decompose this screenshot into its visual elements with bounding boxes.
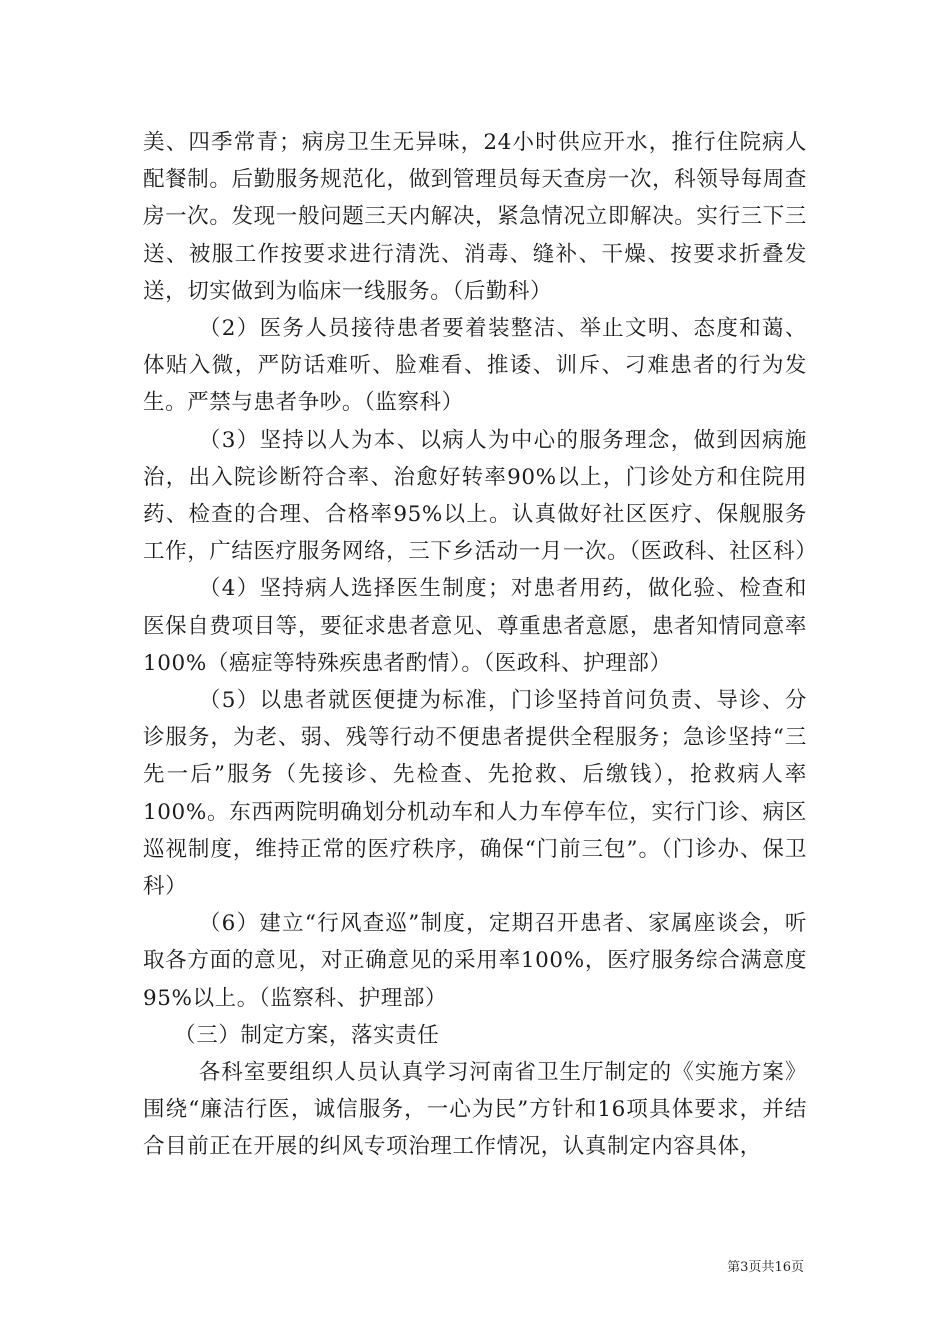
paragraph-item-4: （4）坚持病人选择医生制度；对患者用药，做化验、检查和医保自费项目等，要征求患者意见、尊重患者意愿，患者知情同意率100%（癌症等特殊疾患者酌情）。（医政科、护理部） bbox=[143, 576, 807, 676]
paragraph-item-3: （3）坚持以人为本、以病人为中心的服务理念，做到因病施治，出入院诊断符合率、治愈好转率90%以上，门诊处方和住院用药、检查的合理、合格率95%以上。认真做好社区医疗、保舰服务工作，广结医疗服务网络，三下乡活动一月一次。（医政科、社区科） bbox=[143, 427, 818, 565]
paragraph-continuation: 美、四季常青；病房卫生无异味，24小时供应开水，推行住院病人配餐制。后勤服务规范化，做到管理员每天查房一次，科领导每周查房一次。发现一般问题三天内解决，紧急情况立即解决。实行三下三送、被服工作按要求进行清洗、消毒、缝补、干燥、按要求折叠发送，切实做到为临床一线服务。（后勤科） bbox=[143, 130, 807, 304]
paragraph-item-6: （6）建立“行风查巡”制度，定期召开患者、家属座谈会，听取各方面的意见，对正确意见的采用率100%，医疗服务综合满意度95%以上。（监察科、护理部） bbox=[143, 911, 807, 1011]
paragraph-item-2: （2）医务人员接待患者要着装整洁、举止文明、态度和蔼、体贴入微，严防话难听、脸难看、推诿、训斥、刁难患者的行为发生。严禁与患者争吵。（监察科） bbox=[143, 316, 807, 416]
paragraph-section-body: 各科室要组织人员认真学习河南省卫生厅制定的《实施方案》围绕“廉洁行医，诚信服务，一心为民”方针和16项具体要求，并结合目前正在开展的纠风专项治理工作情况，认真制定内容具体， bbox=[143, 1060, 807, 1160]
document-body bbox=[143, 124, 818, 1166]
paragraph-item-5: （5）以患者就医便捷为标准，门诊坚持首问负责、导诊、分诊服务，为老、弱、残等行动不便患者提供全程服务；急诊坚持“三先一后”服务（先接诊、先检查、先抢救、后缴钱），抢救病人率100%。东西两院明确划分机动车和人力车停车位，实行门诊、病区巡视制度，维持正常的医疗秩序，确保“门前三包”。（门诊办、保卫科） bbox=[143, 688, 807, 900]
section-heading: （三）制定方案，落实责任 bbox=[174, 1022, 440, 1048]
page-number-footer: 第3页共16页 bbox=[727, 1260, 804, 1275]
